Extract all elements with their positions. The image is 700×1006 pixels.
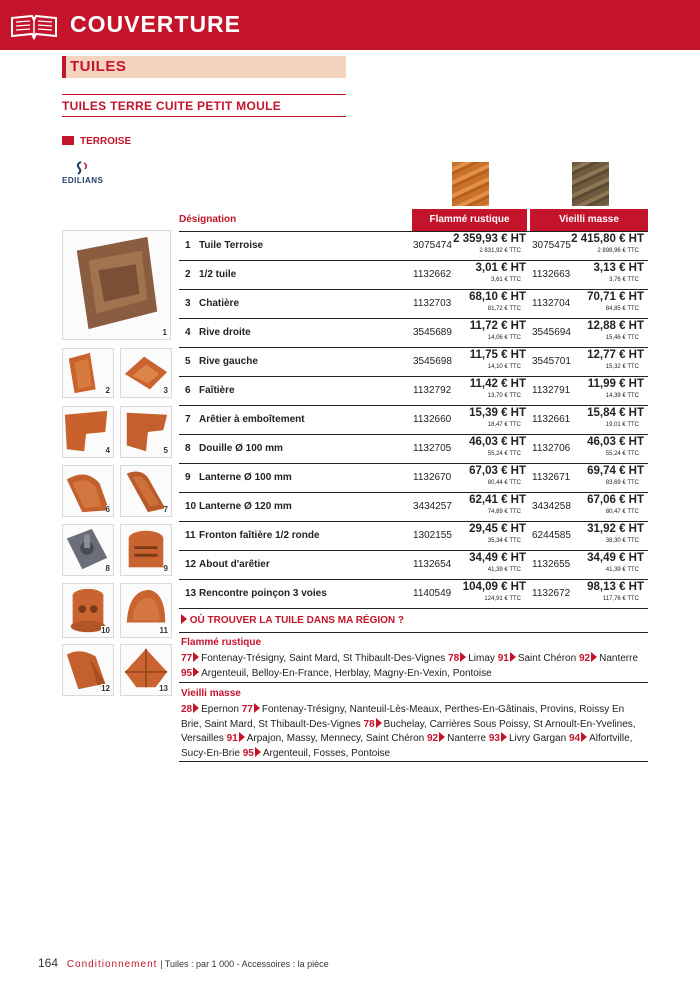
group-title-flamme: Flammé rustique xyxy=(181,637,262,648)
row-price-ttc-vieilli: 2 898,96 € TTC xyxy=(597,248,639,254)
thumbnail-12 xyxy=(62,644,114,696)
triangle-icon xyxy=(255,747,261,757)
row-price-ht-flamme: 3,01 € HT xyxy=(475,262,526,274)
group-separator-bottom xyxy=(179,761,648,762)
thumbnail-7 xyxy=(120,465,172,517)
row-price-ht-vieilli: 34,49 € HT xyxy=(587,552,644,564)
row-number: 7 xyxy=(185,414,191,425)
row-ref-vieilli: 6244585 xyxy=(532,530,571,541)
department-number: 78 xyxy=(448,653,460,664)
subtitle-rule-bottom xyxy=(62,116,346,117)
row-price-ttc-vieilli: 15,32 € TTC xyxy=(605,364,639,370)
thumbnail-3 xyxy=(120,348,172,398)
swatch-vieilli-masse xyxy=(572,162,609,206)
where-question xyxy=(181,614,404,626)
row-price-ttc-vieilli: 55,24 € TTC xyxy=(605,451,639,457)
triangle-icon xyxy=(581,732,587,742)
row-price-ttc-flamme: 74,89 € TTC xyxy=(487,509,521,515)
row-price-ht-flamme: 2 359,93 € HT xyxy=(453,233,526,245)
row-designation: Lanterne Ø 120 mm xyxy=(199,501,292,512)
thumbnail-6 xyxy=(62,465,114,517)
row-number: 3 xyxy=(185,298,191,309)
row-ref-vieilli: 1132661 xyxy=(532,414,571,425)
town-list: Saint Chéron xyxy=(517,653,577,664)
row-price-ttc-flamme: 35,34 € TTC xyxy=(487,538,521,544)
department-number: 77 xyxy=(181,653,193,664)
triangle-icon xyxy=(439,732,445,742)
thumbnail-number: 8 xyxy=(105,564,110,573)
town-list: Alfortville, Sucy-En-Brie xyxy=(181,733,633,759)
thumbnail-2 xyxy=(62,348,114,398)
triangle-icon xyxy=(460,652,466,662)
triangle-icon xyxy=(193,703,199,713)
row-designation: About d'arêtier xyxy=(199,559,270,570)
row-number: 8 xyxy=(185,443,191,454)
row-ref-vieilli: 1132791 xyxy=(532,385,571,396)
department-number: 78 xyxy=(363,718,375,730)
table-row xyxy=(179,492,648,521)
row-designation: Fronton faîtière 1/2 ronde xyxy=(199,530,320,541)
row-price-ht-vieilli: 46,03 € HT xyxy=(587,436,644,448)
footer-details: | Tuiles : par 1 000 - Accessoires : la pièce xyxy=(160,959,329,969)
row-price-ht-flamme: 46,03 € HT xyxy=(469,436,526,448)
section-bar xyxy=(62,56,346,78)
table-bottom-rule xyxy=(179,608,648,609)
department-number: 92 xyxy=(427,733,439,744)
department-number: 95 xyxy=(181,667,193,679)
town-list: Fontenay-Trésigny, Nanteuil-Lès-Meaux, Perthes-En-Gâtinais, Provins, Roissy En Brie, Saint Mard, St Thibault-Des-Vignes xyxy=(181,704,625,730)
row-ref-vieilli: 3545701 xyxy=(532,356,571,367)
edilians-logo-icon xyxy=(62,160,110,176)
table-row xyxy=(179,347,648,376)
row-price-ht-vieilli: 31,92 € HT xyxy=(587,523,644,535)
row-designation: Douille Ø 100 mm xyxy=(199,443,283,454)
subtitle: TUILES TERRE CUITE PETIT MOULE xyxy=(62,99,282,113)
row-designation: Faîtière xyxy=(199,385,235,396)
triangle-icon xyxy=(376,718,382,728)
subtitle-rule-top xyxy=(62,94,346,95)
row-ref-vieilli: 1132672 xyxy=(532,588,571,599)
tag-label: TERROISE xyxy=(80,136,132,147)
row-price-ht-vieilli: 3,13 € HT xyxy=(593,262,644,274)
table-header xyxy=(179,209,648,231)
row-price-ht-flamme: 67,03 € HT xyxy=(469,465,526,477)
row-number: 11 xyxy=(185,530,196,541)
section-accent xyxy=(62,56,66,78)
where-rule xyxy=(179,632,648,633)
row-price-ttc-flamme: 80,44 € TTC xyxy=(487,480,521,486)
row-number: 6 xyxy=(185,385,191,396)
row-number: 1 xyxy=(185,240,191,251)
town-list: Fontenay-Trésigny, Saint Mard, St Thibault-Des-Vignes xyxy=(201,653,446,664)
thumbnail-number: 2 xyxy=(105,386,110,395)
thumbnail-13 xyxy=(120,644,172,696)
product-tag xyxy=(62,136,131,147)
row-ref-vieilli: 1132706 xyxy=(532,443,571,454)
row-price-ht-flamme: 68,10 € HT xyxy=(469,291,526,303)
row-number: 9 xyxy=(185,472,191,483)
town-list: Arpajon, Massy, Mennecy, Saint Chéron xyxy=(246,733,425,744)
row-price-ttc-vieilli: 3,76 € TTC xyxy=(609,277,639,283)
footer-label: Conditionnement xyxy=(66,959,158,970)
town-list: Limay xyxy=(468,653,495,664)
row-price-ttc-vieilli: 14,39 € TTC xyxy=(605,393,639,399)
thumbnail-number: 1 xyxy=(162,328,167,337)
table-row xyxy=(179,289,648,318)
town-list: Epernon xyxy=(201,704,239,715)
row-designation: Rencontre poinçon 3 voies xyxy=(199,588,327,599)
thumbnail-1 xyxy=(62,230,171,340)
thumbnail-11 xyxy=(120,583,172,638)
group-text-vieilli xyxy=(181,703,647,761)
row-price-ttc-flamme: 41,39 € TTC xyxy=(487,567,521,573)
triangle-icon xyxy=(181,614,187,624)
row-price-ttc-vieilli: 83,69 € TTC xyxy=(605,480,639,486)
row-number: 12 xyxy=(185,559,197,570)
thumbnail-number: 12 xyxy=(101,684,110,693)
department-number: 93 xyxy=(488,733,500,744)
table-row xyxy=(179,434,648,463)
row-price-ht-flamme: 11,72 € HT xyxy=(469,320,526,332)
row-ref-flamme: 1132705 xyxy=(413,443,452,454)
row-ref-flamme: 3545698 xyxy=(413,356,452,367)
triangle-icon xyxy=(501,732,507,742)
section-label: TUILES xyxy=(70,58,127,75)
row-designation: 1/2 tuile xyxy=(199,269,237,280)
row-designation: Tuile Terroise xyxy=(199,240,264,251)
page-number: 164 xyxy=(38,956,59,970)
row-ref-vieilli: 1132663 xyxy=(532,269,571,280)
table-row xyxy=(179,521,648,550)
row-price-ht-flamme: 11,75 € HT xyxy=(469,349,526,361)
row-designation: Arêtier à emboîtement xyxy=(199,414,305,425)
where-question-text: OÙ TROUVER LA TUILE DANS MA RÉGION ? xyxy=(189,615,405,626)
thumbnail-number: 7 xyxy=(163,505,168,514)
row-ref-vieilli: 3545694 xyxy=(532,327,571,338)
town-list: Argenteuil, Fosses, Pontoise xyxy=(262,747,391,759)
row-price-ttc-vieilli: 15,46 € TTC xyxy=(605,335,639,341)
triangle-icon xyxy=(510,652,516,662)
town-list: Argenteuil, Belloy-En-France, Herblay, Magny-En-Vexin, Pontoise xyxy=(201,667,492,679)
thumbnail-5 xyxy=(120,406,172,458)
row-ref-flamme: 1132670 xyxy=(413,472,452,483)
triangle-icon xyxy=(239,732,245,742)
group-title-vieilli: Vieilli masse xyxy=(181,688,241,699)
row-number: 4 xyxy=(185,327,191,338)
row-price-ht-flamme: 34,49 € HT xyxy=(469,552,526,564)
triangle-icon xyxy=(591,652,597,662)
row-designation: Chatière xyxy=(199,298,240,309)
table-row xyxy=(179,318,648,347)
thumbnail-9 xyxy=(120,524,172,576)
row-ref-vieilli: 1132704 xyxy=(532,298,571,309)
thumbnail-number: 13 xyxy=(159,684,168,693)
thumbnail-number: 3 xyxy=(163,386,168,395)
table-row xyxy=(179,376,648,405)
book-icon xyxy=(10,12,58,40)
thumbnail-4 xyxy=(62,406,114,458)
table-row xyxy=(179,550,648,579)
row-price-ttc-vieilli: 41,39 € TTC xyxy=(605,567,639,573)
triangle-icon xyxy=(193,667,199,677)
row-ref-flamme: 1132703 xyxy=(413,298,452,309)
row-price-ht-vieilli: 67,06 € HT xyxy=(587,494,644,506)
row-price-ttc-flamme: 3,61 € TTC xyxy=(491,277,521,283)
row-price-ht-flamme: 62,41 € HT xyxy=(469,494,526,506)
row-number: 2 xyxy=(185,269,191,280)
thumbnail-8 xyxy=(62,524,114,576)
row-ref-flamme: 3434257 xyxy=(413,501,452,512)
town-list: Nanterre xyxy=(599,653,638,664)
row-price-ttc-vieilli: 84,85 € TTC xyxy=(605,306,639,312)
row-price-ht-flamme: 15,39 € HT xyxy=(469,407,526,419)
header-flamme-rustique: Flammé rustique xyxy=(412,209,527,231)
town-list: Livry Gargan xyxy=(508,733,567,744)
department-number: 94 xyxy=(568,733,581,744)
row-price-ht-vieilli: 12,77 € HT xyxy=(587,349,644,361)
row-price-ht-flamme: 29,45 € HT xyxy=(469,523,526,535)
row-ref-flamme: 1140549 xyxy=(413,588,452,599)
brand-logo xyxy=(62,160,110,186)
row-number: 10 xyxy=(185,501,197,512)
row-price-ht-flamme: 11,42 € HT xyxy=(469,378,526,390)
row-number: 5 xyxy=(185,356,191,367)
department-number: 95 xyxy=(242,747,254,759)
thumbnail-number: 9 xyxy=(163,564,168,573)
row-price-ht-flamme: 104,09 € HT xyxy=(462,581,526,593)
row-price-ttc-flamme: 13,70 € TTC xyxy=(487,393,521,399)
row-number: 13 xyxy=(185,588,197,599)
row-price-ht-vieilli: 11,99 € HT xyxy=(587,378,644,390)
table-row xyxy=(179,260,648,289)
department-number: 28 xyxy=(181,704,193,715)
row-price-ht-vieilli: 15,84 € HT xyxy=(587,407,644,419)
row-ref-flamme: 1132662 xyxy=(413,269,452,280)
row-price-ht-vieilli: 70,71 € HT xyxy=(587,291,644,303)
swatch-flamme-rustique xyxy=(452,162,489,206)
row-price-ttc-flamme: 14,06 € TTC xyxy=(487,335,521,341)
group-text-flamme xyxy=(181,652,647,681)
row-ref-flamme: 1132660 xyxy=(413,414,452,425)
row-ref-vieilli: 1132671 xyxy=(532,472,571,483)
row-price-ht-vieilli: 2 415,80 € HT xyxy=(571,233,644,245)
row-ref-vieilli: 3434258 xyxy=(532,501,571,512)
department-number: 91 xyxy=(497,653,509,664)
row-price-ttc-flamme: 14,10 € TTC xyxy=(487,364,521,370)
thumbnail-number: 5 xyxy=(163,446,168,455)
town-list: Nanterre xyxy=(447,733,487,744)
row-price-ht-vieilli: 12,88 € HT xyxy=(587,320,644,332)
table-row xyxy=(179,405,648,434)
row-price-ttc-flamme: 124,91 € TTC xyxy=(484,596,521,602)
table-row xyxy=(179,463,648,492)
row-price-ttc-flamme: 81,72 € TTC xyxy=(487,306,521,312)
tag-square-icon xyxy=(62,136,74,145)
thumbnail-number: 4 xyxy=(105,446,110,455)
table-row xyxy=(179,231,648,260)
department-number: 91 xyxy=(226,733,238,744)
department-number: 92 xyxy=(578,653,591,664)
row-ref-flamme: 3075474 xyxy=(413,240,452,251)
thumbnail-number: 10 xyxy=(101,626,110,635)
row-ref-flamme: 1302155 xyxy=(413,530,452,541)
thumbnail-10 xyxy=(62,583,114,638)
row-price-ttc-flamme: 2 831,92 € TTC xyxy=(479,248,521,254)
group-separator xyxy=(179,682,648,683)
page-title: COUVERTURE xyxy=(70,11,242,37)
page-footer xyxy=(38,956,329,970)
row-ref-vieilli: 1132655 xyxy=(532,559,571,570)
row-ref-flamme: 3545689 xyxy=(413,327,452,338)
department-number: 77 xyxy=(241,704,253,715)
brand-name: EDILIANS xyxy=(62,176,104,185)
row-designation: Lanterne Ø 100 mm xyxy=(199,472,292,483)
row-designation: Rive droite xyxy=(199,327,251,338)
row-price-ttc-flamme: 18,47 € TTC xyxy=(487,422,521,428)
row-ref-vieilli: 3075475 xyxy=(532,240,571,251)
row-price-ttc-vieilli: 19,01 € TTC xyxy=(605,422,639,428)
row-ref-flamme: 1132792 xyxy=(413,385,452,396)
table-row xyxy=(179,579,648,608)
row-price-ttc-vieilli: 80,47 € TTC xyxy=(605,509,639,515)
town-list: Buchelay, Carrières Sous Poissy, St Arnoult-En-Yvelines, Versailles xyxy=(181,718,636,744)
header-vieilli-masse: Vieilli masse xyxy=(530,209,648,231)
page-header xyxy=(0,0,700,50)
triangle-icon xyxy=(254,703,260,713)
row-price-ttc-vieilli: 117,76 € TTC xyxy=(602,596,639,602)
row-price-ttc-flamme: 55,24 € TTC xyxy=(487,451,521,457)
row-ref-flamme: 1132654 xyxy=(413,559,452,570)
row-price-ht-vieilli: 69,74 € HT xyxy=(587,465,644,477)
row-price-ttc-vieilli: 38,30 € TTC xyxy=(605,538,639,544)
thumbnail-number: 11 xyxy=(159,626,168,635)
row-designation: Rive gauche xyxy=(199,356,258,367)
header-designation: Désignation xyxy=(179,214,237,225)
triangle-icon xyxy=(193,652,199,662)
row-price-ht-vieilli: 98,13 € HT xyxy=(587,581,644,593)
thumbnail-number: 6 xyxy=(105,505,110,514)
